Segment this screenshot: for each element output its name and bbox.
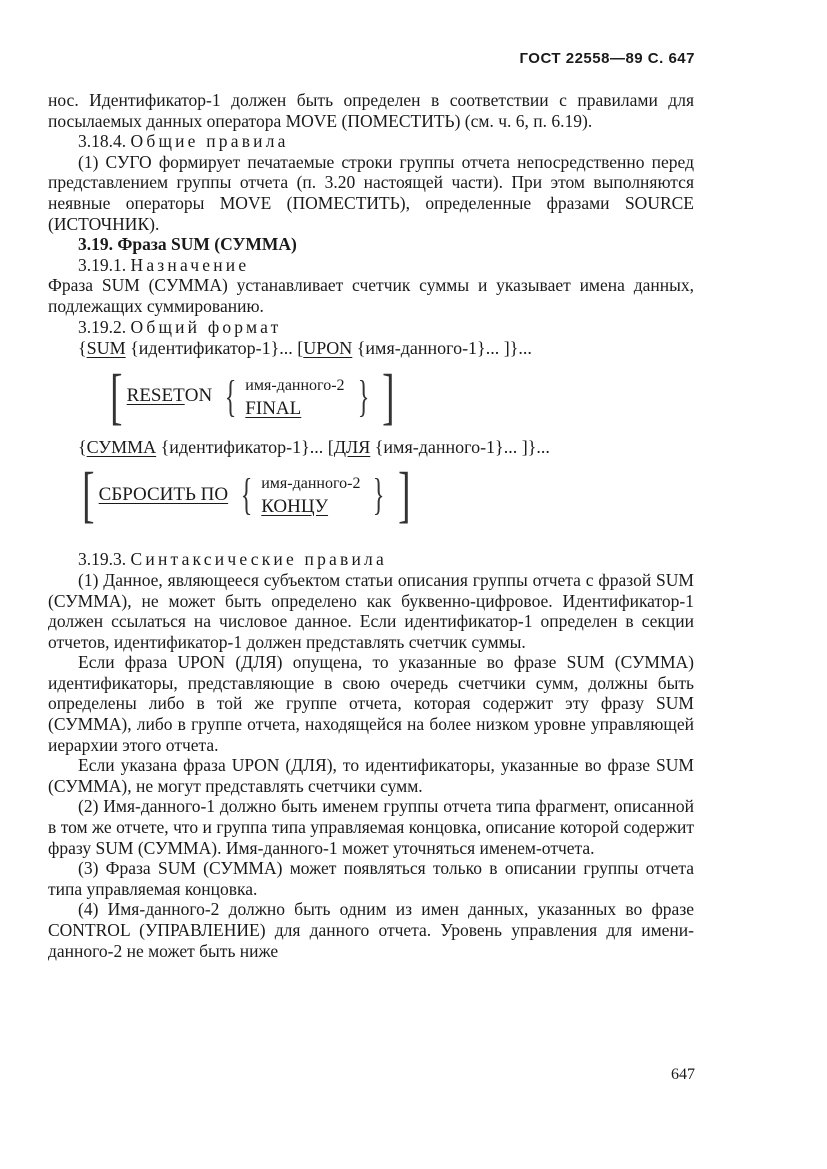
section-title: Синтаксические правила [130, 549, 387, 570]
section-number: 3.19.3. [78, 549, 131, 570]
paragraph-rule-1: (1) Данное, являющееся субъектом статьи описания группы отчета с фразой SUM (СУММА), не может быть определено как буквенно-цифровое. Идентификатор-1 должен ссылаться на числовое данное. Если идентификатор-1 определен в секции отчетов, идентификатор-1 должен представлять счетчик суммы. [48, 569, 694, 652]
section-heading-3-19-1 [48, 255, 694, 276]
page-number: 647 [671, 1066, 695, 1083]
paragraph-continuation: нос. Идентификатор-1 должен быть определен в соответствии с правилами для посылаемых данных оператора MOVE (ПОМЕСТИТЬ) (см. ч. 6, п. 6.19). [48, 90, 694, 131]
reset-choices: имя-данного-2 FINAL [245, 376, 345, 419]
sbrosit-choices: имя-данного-2 КОНЦУ [261, 475, 361, 518]
paragraph-rule-1-upon-omitted: Если фраза UPON (ДЛЯ) опущена, то указанные во фразе SUM (СУММА) идентификаторы, представляющие в свою очередь счетчики сумм, должны быть определены либо в той же группе отчета, которая содержит эту фразу SUM (СУММА), либо в группе отчета, находящейся на более низком уровне управляющей иерархии этого отчета. [48, 652, 694, 755]
format-line-summa: {СУММА {идентификатор-1}... [ДЛЯ {имя-данного-1}... ]}... [78, 436, 550, 457]
section-number: 3.18.4. [78, 131, 131, 152]
left-brace: { [240, 470, 253, 520]
paragraph-rule-3: (3) Фраза SUM (СУММА) может появляться только в описании группы отчета типа управляемая концовка. [48, 858, 694, 899]
format-sbrosit-option [78, 461, 694, 530]
paragraph-3-19-1: Фраза SUM (СУММА) устанавливает счетчик суммы и указывает имена данных, подлежащих суммированию. [48, 275, 694, 316]
section-title: Назначение [130, 254, 250, 275]
keyword-dlya: ДЛЯ [333, 436, 371, 457]
keyword-on: ON [184, 385, 213, 407]
section-heading-3-19-2 [48, 317, 694, 338]
paragraph-rule-2: (2) Имя-данного-1 должно быть именем группы отчета типа фрагмент, описанной в том же отчете, что и группа типа управляемая концовка, описание которой содержит фразу SUM (СУММА). Имя-данного-1 может уточняться именем-отчета. [48, 796, 694, 858]
section-heading-3-19: 3.19. Фраза SUM (СУММА) [78, 234, 297, 255]
section-title: Общие правила [130, 131, 289, 152]
page-header: ГОСТ 22558—89 С. 647 [519, 50, 695, 67]
left-brace: { [224, 371, 237, 421]
keyword-sum: SUM [86, 338, 126, 359]
left-bracket: [ [110, 362, 123, 431]
right-brace: } [373, 470, 385, 520]
left-bracket: [ [82, 461, 95, 530]
section-heading-3-18-4 [48, 131, 694, 152]
keyword-upon: UPON [303, 338, 353, 359]
page-body [48, 90, 694, 961]
paragraph-rule-1-upon-specified: Если указана фраза UPON (ДЛЯ), то идентификаторы, указанные во фразе SUM (СУММА), не могут представлять счетчики сумм. [48, 755, 694, 796]
section-title: Общий формат [130, 316, 282, 337]
keyword-summa: СУММА [86, 436, 157, 457]
section-number: 3.19.2. [78, 316, 131, 337]
keyword-reset: RESET [126, 385, 185, 407]
right-bracket: ] [397, 461, 411, 530]
paragraph-3-18-4-1: (1) СУГО формирует печатаемые строки группы отчета непосредственно перед представлением группы отчета (п. 3.20 настоящей части). При этом выполняются неявные операторы MOVE (ПОМЕСТИТЬ), определенные фразами SOURCE (ИСТОЧНИК). [48, 151, 694, 234]
right-brace: } [357, 371, 369, 421]
format-line-sum: {SUM {идентификатор-1}... [UPON {имя-данного-1}... ]}... [78, 338, 532, 359]
format-reset-option [106, 362, 694, 431]
paragraph-rule-4: (4) Имя-данного-2 должно быть одним из имен данных, указанных во фразе CONTROL (УПРАВЛЕНИЕ) для данного отчета. Уровень управления для имени-данного-2 не может быть ниже [48, 899, 694, 961]
section-number: 3.19.1. [78, 254, 131, 275]
keyword-sbrosit-po: СБРОСИТЬ ПО [98, 484, 229, 506]
section-heading-3-19-3 [48, 549, 694, 570]
right-bracket: ] [381, 362, 395, 431]
